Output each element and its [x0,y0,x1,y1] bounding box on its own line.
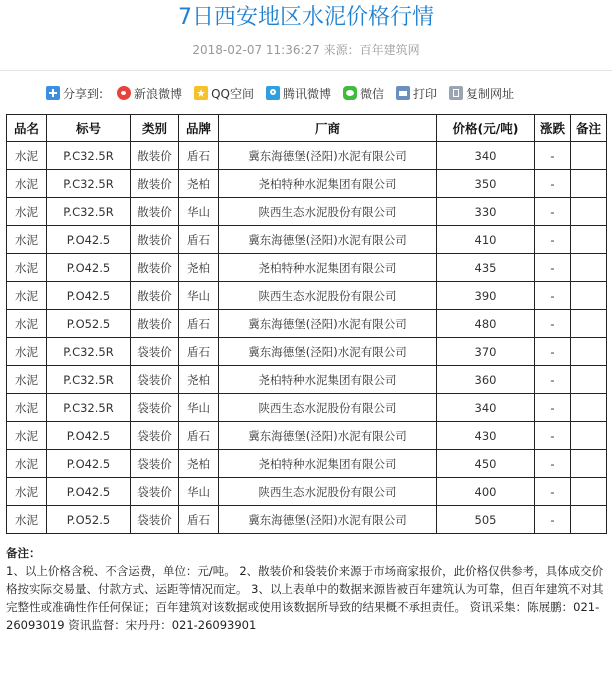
cell-change: - [535,422,571,450]
cell-grade: P.C32.5R [47,394,131,422]
table-row [7,366,607,394]
header-product: 品名 [7,115,47,142]
cell-category: 散装价 [131,170,179,198]
header-remark: 备注 [571,115,607,142]
cell-price: 505 [437,506,535,534]
cell-change: - [535,310,571,338]
cell-category: 袋装价 [131,422,179,450]
cell-change: - [535,338,571,366]
cell-grade: P.C32.5R [47,338,131,366]
print-icon [396,86,410,100]
cell-change: - [535,366,571,394]
cell-remark [571,422,607,450]
cell-price: 330 [437,198,535,226]
cell-brand: 华山 [179,478,219,506]
cell-product: 水泥 [7,338,47,366]
cell-brand: 盾石 [179,226,219,254]
table-body [7,142,607,534]
notes [0,544,612,634]
cell-product: 水泥 [7,226,47,254]
cell-product: 水泥 [7,142,47,170]
cell-remark [571,282,607,310]
cell-grade: P.O42.5 [47,226,131,254]
cell-manufacturer: 尧柏特种水泥集团有限公司 [219,170,437,198]
table-row [7,310,607,338]
cell-remark [571,450,607,478]
cell-grade: P.O42.5 [47,282,131,310]
cell-product: 水泥 [7,450,47,478]
cell-remark [571,254,607,282]
cell-change: - [535,478,571,506]
cell-grade: P.C32.5R [47,366,131,394]
cell-product: 水泥 [7,422,47,450]
cell-grade: P.O42.5 [47,450,131,478]
cell-remark [571,170,607,198]
table-row [7,142,607,170]
cell-brand: 盾石 [179,506,219,534]
notes-title: 备注： [6,546,41,560]
cell-price: 450 [437,450,535,478]
cell-brand: 尧柏 [179,450,219,478]
cell-grade: P.O42.5 [47,422,131,450]
share-bar [0,79,612,107]
cell-product: 水泥 [7,170,47,198]
cell-brand: 华山 [179,282,219,310]
cell-brand: 盾石 [179,142,219,170]
table-row [7,198,607,226]
cell-product: 水泥 [7,282,47,310]
table-row [7,450,607,478]
cell-price: 480 [437,310,535,338]
cell-change: - [535,282,571,310]
cell-manufacturer: 尧柏特种水泥集团有限公司 [219,254,437,282]
share-sina-weibo[interactable]: 新浪微博 [117,85,182,102]
cell-brand: 盾石 [179,338,219,366]
table-row [7,422,607,450]
header-price: 价格(元/吨) [437,115,535,142]
table-row [7,506,607,534]
share-wechat[interactable]: 微信 [343,85,384,102]
cell-category: 袋装价 [131,506,179,534]
header-category: 类别 [131,115,179,142]
cell-product: 水泥 [7,366,47,394]
qzone-icon [194,86,208,100]
cell-manufacturer: 冀东海德堡(泾阳)水泥有限公司 [219,338,437,366]
cell-brand: 尧柏 [179,170,219,198]
cell-remark [571,198,607,226]
cell-price: 430 [437,422,535,450]
cell-category: 散装价 [131,198,179,226]
header-manufacturer: 厂商 [219,115,437,142]
cell-manufacturer: 尧柏特种水泥集团有限公司 [219,450,437,478]
cell-brand: 盾石 [179,422,219,450]
table-row [7,338,607,366]
table-row [7,478,607,506]
cell-price: 350 [437,170,535,198]
header-grade: 标号 [47,115,131,142]
cell-remark [571,366,607,394]
cell-grade: P.C32.5R [47,170,131,198]
copy-icon [449,86,463,100]
table-row [7,226,607,254]
header-change: 涨跌 [535,115,571,142]
cell-category: 袋装价 [131,394,179,422]
cell-remark [571,310,607,338]
wechat-icon [343,86,357,100]
weibo-icon [117,86,131,100]
cell-price: 370 [437,338,535,366]
notes-text: 1、以上价格含税、不含运费，单位：元/吨。 2、散装价和袋装价来源于市场商家报价，此价格仅供参考，具体成交价格按实际交易量、付款方式、运距等情况而定。 3、以上表单中的数据来源皆被百年建筑认为可靠，但百年建筑不对其完整性或准确性作任何保证；百年建筑对该数据或使用该数据所导致的结果概不承担责任。 资讯采集：陈展鹏：021-26093019 资讯监督：宋丹丹：021-26093901 [6,564,604,632]
cell-manufacturer: 陕西生态水泥股份有限公司 [219,198,437,226]
cell-change: - [535,170,571,198]
cell-manufacturer: 冀东海德堡(泾阳)水泥有限公司 [219,310,437,338]
cell-category: 袋装价 [131,450,179,478]
share-tencent-weibo[interactable]: 腾讯微博 [266,85,331,102]
cell-category: 散装价 [131,282,179,310]
cell-product: 水泥 [7,254,47,282]
cell-grade: P.O42.5 [47,478,131,506]
cell-category: 袋装价 [131,478,179,506]
cell-remark [571,142,607,170]
cell-grade: P.O52.5 [47,506,131,534]
cell-product: 水泥 [7,198,47,226]
cell-change: - [535,506,571,534]
table-row [7,282,607,310]
cell-category: 散装价 [131,142,179,170]
share-label: 分享到: [46,85,103,102]
cell-remark [571,478,607,506]
share-copy-url[interactable]: 复制网址 [449,85,514,102]
cell-price: 435 [437,254,535,282]
share-qzone[interactable]: QQ空间 [194,85,254,102]
cell-brand: 尧柏 [179,254,219,282]
cell-price: 400 [437,478,535,506]
cell-category: 散装价 [131,254,179,282]
table-header-row [7,115,607,142]
cell-category: 袋装价 [131,366,179,394]
article-title: 7日西安地区水泥价格行情 [178,5,434,30]
cell-grade: P.O52.5 [47,310,131,338]
cell-change: - [535,394,571,422]
plus-icon [46,86,60,100]
share-print[interactable]: 打印 [396,85,437,102]
cell-manufacturer: 冀东海德堡(泾阳)水泥有限公司 [219,142,437,170]
cell-change: - [535,142,571,170]
cell-change: - [535,254,571,282]
cell-category: 散装价 [131,310,179,338]
cell-change: - [535,226,571,254]
cell-brand: 尧柏 [179,366,219,394]
cell-price: 360 [437,366,535,394]
cell-manufacturer: 尧柏特种水泥集团有限公司 [219,366,437,394]
cell-manufacturer: 冀东海德堡(泾阳)水泥有限公司 [219,506,437,534]
cell-price: 340 [437,142,535,170]
cell-grade: P.C32.5R [47,198,131,226]
cell-change: - [535,450,571,478]
cell-brand: 华山 [179,394,219,422]
cell-price: 410 [437,226,535,254]
cell-category: 散装价 [131,226,179,254]
cell-brand: 盾石 [179,310,219,338]
cell-grade: P.C32.5R [47,142,131,170]
cell-grade: P.O42.5 [47,254,131,282]
table-row [7,170,607,198]
cell-brand: 华山 [179,198,219,226]
cell-manufacturer: 冀东海德堡(泾阳)水泥有限公司 [219,226,437,254]
cell-price: 340 [437,394,535,422]
cell-remark [571,394,607,422]
tencent-icon [266,86,280,100]
article-meta: 2018-02-07 11:36:27 来源：百年建筑网 [192,43,420,57]
cell-product: 水泥 [7,478,47,506]
cell-manufacturer: 陕西生态水泥股份有限公司 [219,478,437,506]
cell-product: 水泥 [7,310,47,338]
divider [0,70,612,71]
cell-remark [571,338,607,366]
cell-manufacturer: 冀东海德堡(泾阳)水泥有限公司 [219,422,437,450]
cell-remark [571,226,607,254]
table-row [7,254,607,282]
cell-manufacturer: 陕西生态水泥股份有限公司 [219,282,437,310]
table-row [7,394,607,422]
cell-manufacturer: 陕西生态水泥股份有限公司 [219,394,437,422]
cell-change: - [535,198,571,226]
cell-remark [571,506,607,534]
cell-category: 袋装价 [131,338,179,366]
cell-product: 水泥 [7,506,47,534]
price-table [6,114,607,534]
header-brand: 品牌 [179,115,219,142]
cell-product: 水泥 [7,394,47,422]
cell-price: 390 [437,282,535,310]
